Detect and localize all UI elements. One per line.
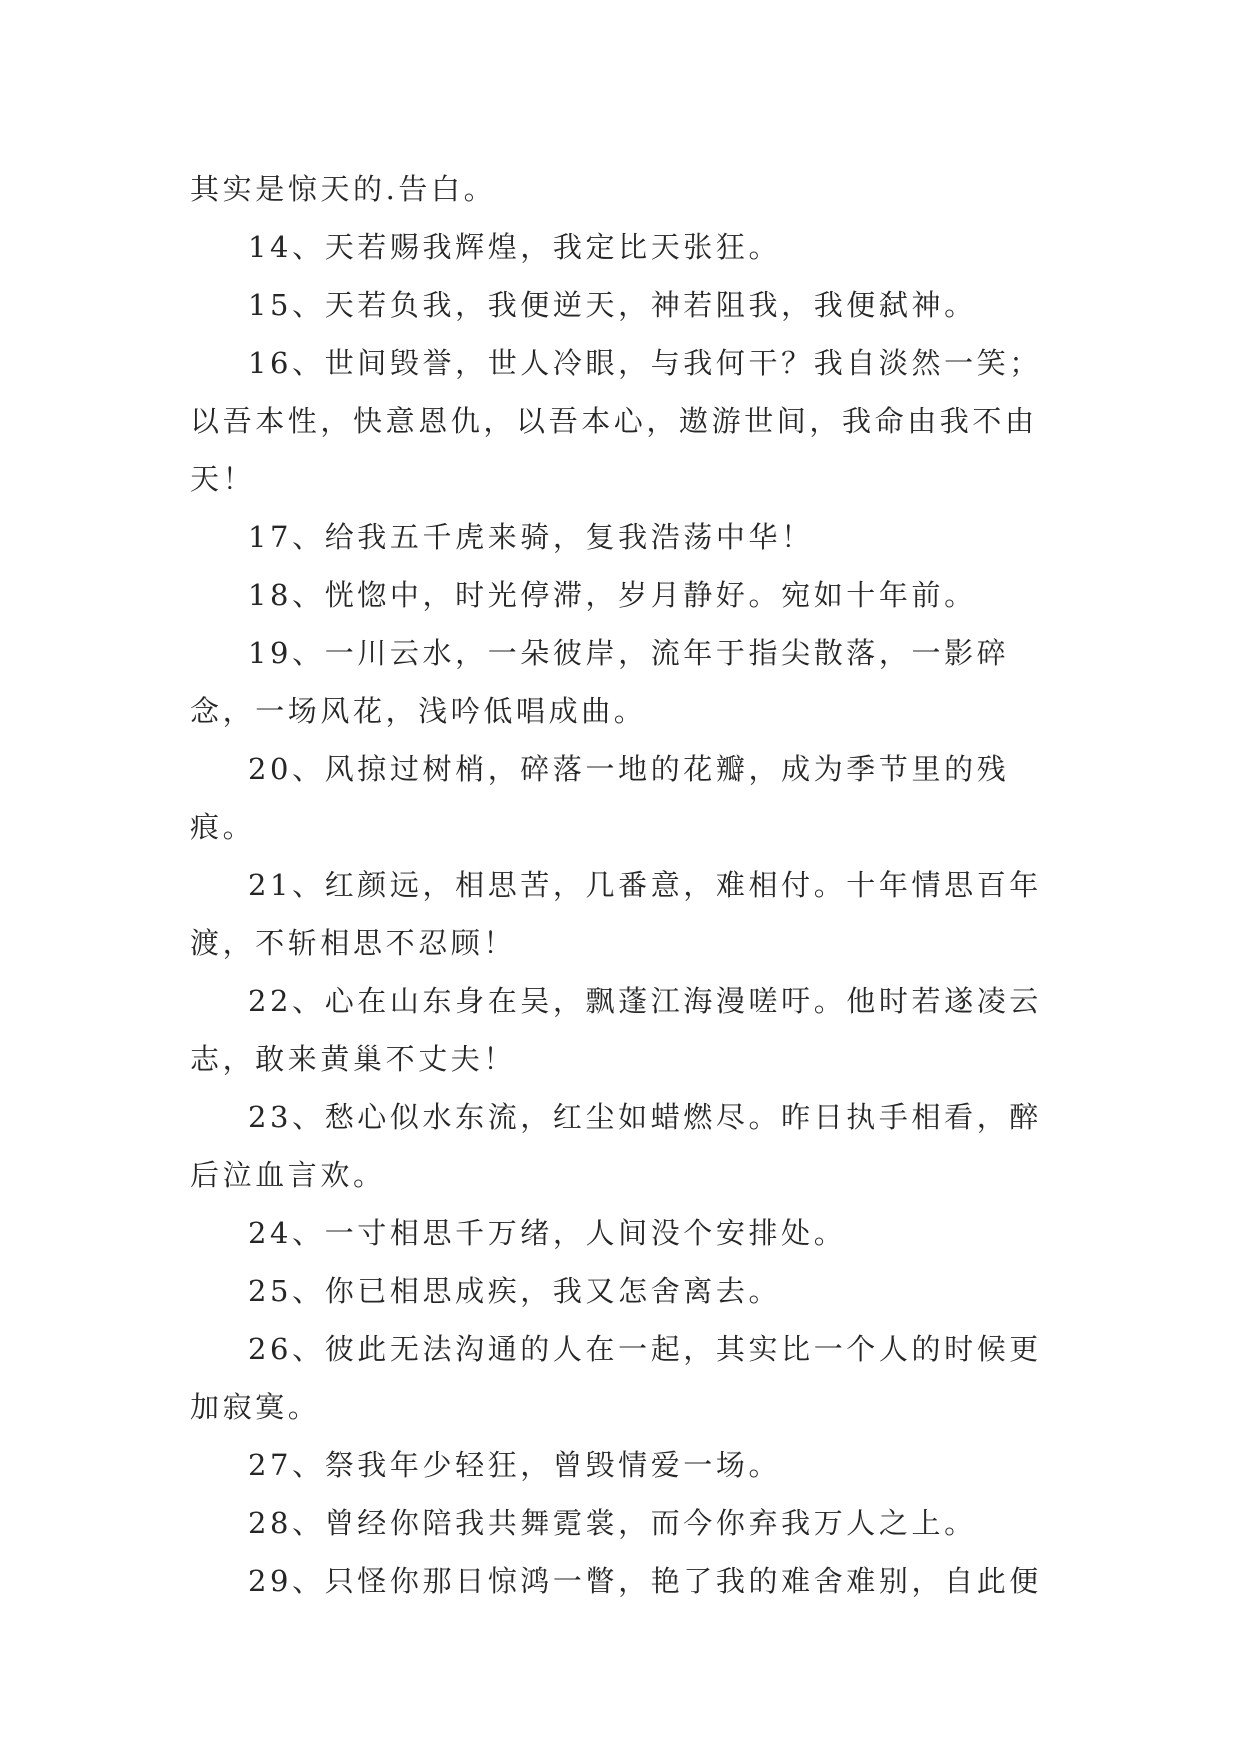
- paragraph: 14、天若赐我辉煌，我定比天张狂。: [248, 230, 782, 264]
- paragraph: 27、祭我年少轻狂，曾毁情爱一场。: [248, 1448, 782, 1482]
- paragraph: 23、愁心似水东流，红尘如蜡燃尽。昨日执手相看，醉后泣血言欢。: [190, 1100, 1042, 1192]
- paragraph: 25、你已相思成疾，我又怎舍离去。: [248, 1274, 782, 1308]
- paragraph: 24、一寸相思千万绪，人间没个安排处。: [248, 1216, 847, 1250]
- document-body: [190, 160, 1052, 1610]
- paragraph: 15、天若负我，我便逆天，神若阻我，我便弑神。: [248, 288, 977, 322]
- paragraph: 22、心在山东身在吴，飘蓬江海漫嗟吁。他时若遂凌云志，敢来黄巢不丈夫！: [190, 984, 1042, 1076]
- paragraph: 21、红颜远，相思苦，几番意，难相付。十年情思百年渡，不斩相思不忍顾！: [190, 868, 1042, 960]
- paragraph: 18、恍惚中，时光停滞，岁月静好。宛如十年前。: [248, 578, 977, 612]
- paragraph: 17、给我五千虎来骑，复我浩荡中华！: [248, 520, 814, 554]
- paragraph: 16、世间毁誉，世人冷眼，与我何干？我自淡然一笑；以吾本性，快意恩仇，以吾本心，遨游世间，我命由我不由天！: [190, 346, 1042, 496]
- paragraph: 26、彼此无法沟通的人在一起，其实比一个人的时候更加寂寞。: [190, 1332, 1042, 1424]
- paragraph: 19、一川云水，一朵彼岸，流年于指尖散落，一影碎念，一场风花，浅吟低唱成曲。: [190, 636, 1010, 728]
- paragraph: 28、曾经你陪我共舞霓裳，而今你弃我万人之上。: [248, 1506, 977, 1540]
- paragraph: 29、只怪你那日惊鸿一瞥，艳了我的难舍难别，自此便: [248, 1564, 1042, 1598]
- paragraph: 20、风掠过树梢，碎落一地的花瓣，成为季节里的残痕。: [190, 752, 1010, 844]
- paragraph: 其实是惊天的.告白。: [190, 172, 497, 206]
